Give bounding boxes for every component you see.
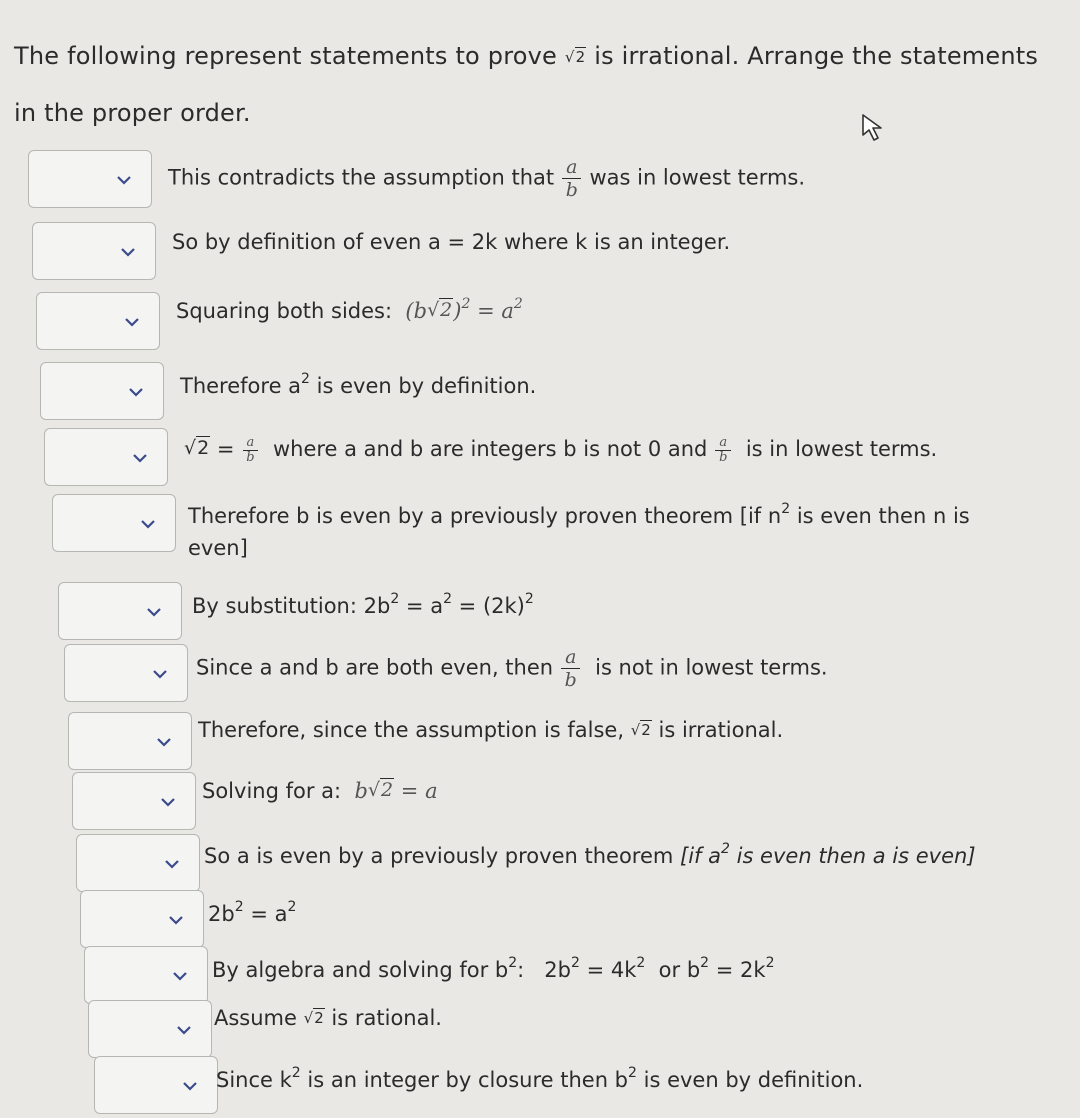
statement-3: Squaring both sides: $(b√2)^2 = a^2$ [176,296,523,323]
order-dropdown-3[interactable] [36,292,160,350]
statement-6: Therefore b is even by a previously proven theorem [if $n^2$ is even then n is even] [188,501,970,560]
order-dropdown-2[interactable] [32,222,156,280]
dropdown-selection-1 [29,151,119,207]
order-dropdown-14[interactable] [88,1000,212,1058]
chevron-down-icon [147,608,161,617]
order-dropdown-13[interactable] [84,946,208,1004]
chevron-down-icon [157,738,171,747]
statement-1: This contradicts the assumption that $\frac{a}{b}$ was in lowest terms. [168,156,806,201]
order-dropdown-8[interactable] [64,644,188,702]
order-dropdown-4[interactable] [40,362,164,420]
order-dropdown-7[interactable] [58,582,182,640]
order-dropdown-5[interactable] [44,428,168,486]
chevron-down-icon [165,860,179,869]
chevron-down-icon [117,176,131,185]
order-dropdown-11[interactable] [76,834,200,892]
statement-8: Since a and b are both even, then $\frac{a}{b}$ is not in lowest terms. [196,646,828,691]
statement-15: Since $k^2$ is an integer by closure then $b^2$ is even by definition. [216,1065,864,1092]
statement-14: Assume √2 is rational. [214,1006,442,1030]
fraction-a-over-b: $\frac{a}{b}$ [562,156,581,201]
statement-9: Therefore, since the assumption is false, √2 is irrational. [198,718,784,742]
statement-12: $2b^2 = a^2$ [208,899,297,926]
chevron-down-icon [169,916,183,925]
chevron-down-icon [133,454,147,463]
order-dropdown-12[interactable] [80,890,204,948]
order-dropdown-1[interactable] [28,150,152,208]
statement-5: √2 = $\frac{a}{b}$ where a and b are integers b is not 0 and $\frac{a}{b}$ is in lowest terms. [184,434,938,465]
order-dropdown-10[interactable] [72,772,196,830]
statement-10: Solving for a: b√2 = a [202,779,438,803]
chevron-down-icon [125,318,139,327]
question-text-2: is irrational. Arrange the statements in the proper order. [14,42,1039,127]
statement-13: By algebra and solving for $b^2$: $2b^2 = 4k^2$ or $b^2 = 2k^2$ [212,955,775,982]
chevron-down-icon [121,248,135,257]
chevron-down-icon [177,1026,191,1035]
statement-7: By substitution: $2b^2 = a^2 = (2k)^2$ [192,591,534,618]
statement-11: So a is even by a previously proven theorem [if $a^2$ is even then a is even] [204,841,976,868]
chevron-down-icon [153,670,167,679]
sqrt2-symbol: √2 [564,48,586,66]
question-text-1: The following represent statements to prove [14,42,557,70]
chevron-down-icon [141,520,155,529]
order-dropdown-15[interactable] [94,1056,218,1114]
chevron-down-icon [129,388,143,397]
order-dropdown-6[interactable] [52,494,176,552]
order-dropdown-9[interactable] [68,712,192,770]
chevron-down-icon [183,1082,197,1091]
statement-4: Therefore $a^2$ is even by definition. [180,371,537,398]
statement-2: So by definition of even a = 2k where k is an integer. [172,230,731,254]
chevron-down-icon [161,798,175,807]
mouse-cursor-icon [860,112,888,144]
question-prompt [14,28,1064,141]
chevron-down-icon [173,972,187,981]
